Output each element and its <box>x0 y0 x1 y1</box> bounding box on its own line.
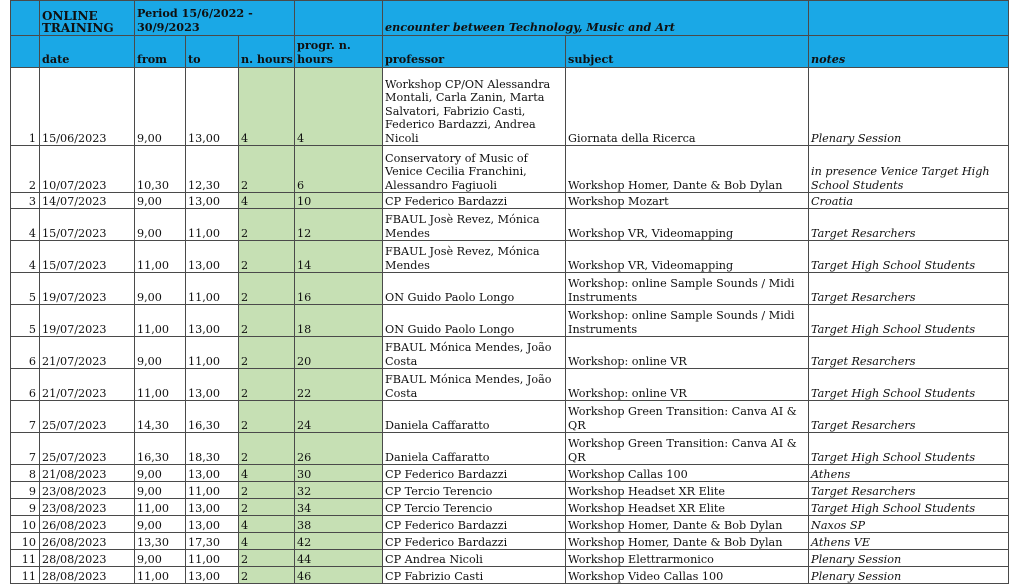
event-title-cell: encounter between Technology, Music and Art <box>383 1 809 36</box>
to-cell: 11,00 <box>186 550 239 567</box>
notes-cell: Target High School Students <box>809 369 1009 401</box>
from-cell: 9,00 <box>135 68 186 146</box>
period-cell: Period 15/6/2022 - 30/9/2023 <box>135 1 295 36</box>
row-index-cell: 1 <box>11 68 40 146</box>
row-index-cell: 3 <box>11 193 40 209</box>
title-cell: ONLINE TRAINING <box>40 1 135 36</box>
professor-cell: FBAUL Josè Revez, Mónica Mendes <box>383 241 566 273</box>
row-index-cell: 2 <box>11 146 40 193</box>
progr-hours-cell: 14 <box>295 241 383 273</box>
table-row <box>11 533 1009 550</box>
training-table <box>10 0 1009 584</box>
from-cell: 9,00 <box>135 193 186 209</box>
date-cell: 25/07/2023 <box>40 401 135 433</box>
subject-cell: Workshop Homer, Dante & Bob Dylan <box>566 516 809 533</box>
to-cell: 16,30 <box>186 401 239 433</box>
notes-cell: Plenary Session <box>809 68 1009 146</box>
hours-cell: 2 <box>239 337 295 369</box>
table-row <box>11 567 1009 584</box>
subject-cell: Workshop Homer, Dante & Bob Dylan <box>566 146 809 193</box>
hours-cell: 4 <box>239 516 295 533</box>
hours-cell: 2 <box>239 401 295 433</box>
notes-cell: Target Resarchers <box>809 337 1009 369</box>
row-index-cell: 6 <box>11 369 40 401</box>
progr-hours-cell: 46 <box>295 567 383 584</box>
date-cell: 19/07/2023 <box>40 305 135 337</box>
notes-cell: Target Resarchers <box>809 401 1009 433</box>
to-cell: 13,00 <box>186 499 239 516</box>
subject-cell: Workshop: online VR <box>566 369 809 401</box>
hours-cell: 2 <box>239 305 295 337</box>
professor-cell: CP Federico Bardazzi <box>383 533 566 550</box>
table-row <box>11 241 1009 273</box>
from-cell: 11,00 <box>135 567 186 584</box>
notes-cell: Target High School Students <box>809 433 1009 465</box>
progr-hours-cell: 24 <box>295 401 383 433</box>
from-cell: 11,00 <box>135 305 186 337</box>
row-index-cell: 7 <box>11 401 40 433</box>
date-cell: 15/07/2023 <box>40 241 135 273</box>
blank-cell <box>809 1 1009 36</box>
table-row <box>11 193 1009 209</box>
hours-cell: 4 <box>239 465 295 482</box>
progr-hours-cell: 18 <box>295 305 383 337</box>
table-row <box>11 146 1009 193</box>
hours-cell: 2 <box>239 550 295 567</box>
progr-hours-cell: 12 <box>295 209 383 241</box>
from-cell: 11,00 <box>135 499 186 516</box>
notes-cell: Target High School Students <box>809 305 1009 337</box>
hours-cell: 2 <box>239 369 295 401</box>
table-row <box>11 209 1009 241</box>
row-index-cell: 11 <box>11 550 40 567</box>
professor-cell: CP Federico Bardazzi <box>383 193 566 209</box>
professor-header: professor <box>383 36 566 68</box>
progr-hours-cell: 22 <box>295 369 383 401</box>
notes-header: notes <box>809 36 1009 68</box>
progr-hours-cell: 26 <box>295 433 383 465</box>
from-cell: 14,30 <box>135 401 186 433</box>
table-row <box>11 68 1009 146</box>
date-cell: 21/07/2023 <box>40 369 135 401</box>
subject-cell: Giornata della Ricerca <box>566 68 809 146</box>
subject-cell: Workshop Homer, Dante & Bob Dylan <box>566 533 809 550</box>
notes-cell: Target Resarchers <box>809 482 1009 499</box>
row-index-cell: 8 <box>11 465 40 482</box>
notes-cell: Target Resarchers <box>809 273 1009 305</box>
hours-cell: 2 <box>239 146 295 193</box>
notes-cell: Athens <box>809 465 1009 482</box>
subject-cell: Workshop: online Sample Sounds / Midi Instruments <box>566 273 809 305</box>
date-cell: 28/08/2023 <box>40 550 135 567</box>
from-cell: 16,30 <box>135 433 186 465</box>
hours-cell: 2 <box>239 209 295 241</box>
table-row <box>11 433 1009 465</box>
hours-cell: 2 <box>239 567 295 584</box>
progr-hours-cell: 42 <box>295 533 383 550</box>
from-cell: 11,00 <box>135 369 186 401</box>
date-cell: 28/08/2023 <box>40 567 135 584</box>
row-index-cell: 6 <box>11 337 40 369</box>
date-cell: 25/07/2023 <box>40 433 135 465</box>
hours-cell: 4 <box>239 193 295 209</box>
date-cell: 26/08/2023 <box>40 533 135 550</box>
from-cell: 10,30 <box>135 146 186 193</box>
notes-cell: Naxos SP <box>809 516 1009 533</box>
to-header: to <box>186 36 239 68</box>
table-row <box>11 465 1009 482</box>
top-header-row <box>11 1 1009 36</box>
from-cell: 9,00 <box>135 465 186 482</box>
subject-cell: Workshop: online VR <box>566 337 809 369</box>
professor-cell: Daniela Caffaratto <box>383 433 566 465</box>
notes-cell: in presence Venice Target High School Students <box>809 146 1009 193</box>
subject-cell: Workshop Video Callas 100 <box>566 567 809 584</box>
professor-cell: CP Andrea Nicoli <box>383 550 566 567</box>
to-cell: 11,00 <box>186 209 239 241</box>
date-cell: 23/08/2023 <box>40 499 135 516</box>
hours-cell: 4 <box>239 68 295 146</box>
notes-cell: Target Resarchers <box>809 209 1009 241</box>
table-row <box>11 305 1009 337</box>
date-cell: 15/06/2023 <box>40 68 135 146</box>
row-index-cell: 10 <box>11 533 40 550</box>
progr-hours-header: progr. n. hours <box>295 36 383 68</box>
to-cell: 13,00 <box>186 193 239 209</box>
subject-cell: Workshop Headset XR Elite <box>566 482 809 499</box>
table-row <box>11 516 1009 533</box>
from-cell: 9,00 <box>135 550 186 567</box>
row-index-cell: 4 <box>11 241 40 273</box>
date-cell: 21/07/2023 <box>40 337 135 369</box>
notes-cell: Plenary Session <box>809 567 1009 584</box>
row-index-cell: 5 <box>11 305 40 337</box>
from-cell: 13,30 <box>135 533 186 550</box>
from-header: from <box>135 36 186 68</box>
professor-cell: CP Federico Bardazzi <box>383 516 566 533</box>
column-header-row <box>11 36 1009 68</box>
hours-cell: 2 <box>239 482 295 499</box>
professor-cell: Workshop CP/ON Alessandra Montali, Carla Zanin, Marta Salvatori, Fabrizio Casti, Federico Bardazzi, Andrea Nicoli <box>383 68 566 146</box>
progr-hours-cell: 44 <box>295 550 383 567</box>
to-cell: 11,00 <box>186 273 239 305</box>
from-cell: 9,00 <box>135 209 186 241</box>
progr-hours-cell: 6 <box>295 146 383 193</box>
to-cell: 13,00 <box>186 241 239 273</box>
progr-hours-cell: 30 <box>295 465 383 482</box>
hours-cell: 2 <box>239 499 295 516</box>
notes-cell: Plenary Session <box>809 550 1009 567</box>
to-cell: 11,00 <box>186 482 239 499</box>
hours-header: n. hours <box>239 36 295 68</box>
to-cell: 12,30 <box>186 146 239 193</box>
subject-cell: Workshop Green Transition: Canva AI & QR <box>566 433 809 465</box>
row-index-cell: 10 <box>11 516 40 533</box>
professor-cell: Conservatory of Music of Venice Cecilia Franchini, Alessandro Fagiuoli <box>383 146 566 193</box>
subject-cell: Workshop: online Sample Sounds / Midi Instruments <box>566 305 809 337</box>
table-row <box>11 369 1009 401</box>
professor-cell: CP Tercio Terencio <box>383 499 566 516</box>
from-cell: 11,00 <box>135 241 186 273</box>
subject-cell: Workshop VR, Videomapping <box>566 241 809 273</box>
to-cell: 13,00 <box>186 369 239 401</box>
to-cell: 13,00 <box>186 567 239 584</box>
subject-cell: Workshop Elettrarmonico <box>566 550 809 567</box>
date-cell: 21/08/2023 <box>40 465 135 482</box>
progr-hours-cell: 16 <box>295 273 383 305</box>
notes-cell: Target High School Students <box>809 241 1009 273</box>
hours-cell: 2 <box>239 241 295 273</box>
progr-hours-cell: 20 <box>295 337 383 369</box>
blank-cell <box>11 1 40 36</box>
date-cell: 26/08/2023 <box>40 516 135 533</box>
table-row <box>11 273 1009 305</box>
professor-cell: ON Guido Paolo Longo <box>383 305 566 337</box>
date-cell: 10/07/2023 <box>40 146 135 193</box>
row-index-cell: 7 <box>11 433 40 465</box>
row-index-cell: 9 <box>11 499 40 516</box>
table-row <box>11 337 1009 369</box>
professor-cell: Daniela Caffaratto <box>383 401 566 433</box>
table-row <box>11 499 1009 516</box>
index-header <box>11 36 40 68</box>
professor-cell: FBAUL Mónica Mendes, João Costa <box>383 337 566 369</box>
notes-cell: Athens VE <box>809 533 1009 550</box>
subject-cell: Workshop Mozart <box>566 193 809 209</box>
date-cell: 14/07/2023 <box>40 193 135 209</box>
notes-cell: Croatia <box>809 193 1009 209</box>
subject-cell: Workshop Green Transition: Canva AI & QR <box>566 401 809 433</box>
hours-cell: 4 <box>239 533 295 550</box>
progr-hours-cell: 32 <box>295 482 383 499</box>
subject-cell: Workshop Headset XR Elite <box>566 499 809 516</box>
from-cell: 9,00 <box>135 337 186 369</box>
table-row <box>11 550 1009 567</box>
professor-cell: FBAUL Mónica Mendes, João Costa <box>383 369 566 401</box>
to-cell: 17,30 <box>186 533 239 550</box>
subject-header: subject <box>566 36 809 68</box>
table-row <box>11 401 1009 433</box>
progr-hours-cell: 34 <box>295 499 383 516</box>
row-index-cell: 11 <box>11 567 40 584</box>
professor-cell: FBAUL Josè Revez, Mónica Mendes <box>383 209 566 241</box>
table-row <box>11 482 1009 499</box>
date-cell: 19/07/2023 <box>40 273 135 305</box>
to-cell: 13,00 <box>186 465 239 482</box>
professor-cell: CP Fabrizio Casti <box>383 567 566 584</box>
subject-cell: Workshop VR, Videomapping <box>566 209 809 241</box>
professor-cell: ON Guido Paolo Longo <box>383 273 566 305</box>
from-cell: 9,00 <box>135 482 186 499</box>
to-cell: 11,00 <box>186 337 239 369</box>
hours-cell: 2 <box>239 273 295 305</box>
to-cell: 13,00 <box>186 516 239 533</box>
row-index-cell: 4 <box>11 209 40 241</box>
from-cell: 9,00 <box>135 516 186 533</box>
professor-cell: CP Tercio Terencio <box>383 482 566 499</box>
progr-hours-cell: 38 <box>295 516 383 533</box>
subject-cell: Workshop Callas 100 <box>566 465 809 482</box>
hours-cell: 2 <box>239 433 295 465</box>
progr-hours-cell: 4 <box>295 68 383 146</box>
date-cell: 23/08/2023 <box>40 482 135 499</box>
to-cell: 18,30 <box>186 433 239 465</box>
from-cell: 9,00 <box>135 273 186 305</box>
blank-cell <box>295 1 383 36</box>
row-index-cell: 5 <box>11 273 40 305</box>
to-cell: 13,00 <box>186 68 239 146</box>
progr-hours-cell: 10 <box>295 193 383 209</box>
professor-cell: CP Federico Bardazzi <box>383 465 566 482</box>
row-index-cell: 9 <box>11 482 40 499</box>
to-cell: 13,00 <box>186 305 239 337</box>
date-header: date <box>40 36 135 68</box>
date-cell: 15/07/2023 <box>40 209 135 241</box>
notes-cell: Target High School Students <box>809 499 1009 516</box>
